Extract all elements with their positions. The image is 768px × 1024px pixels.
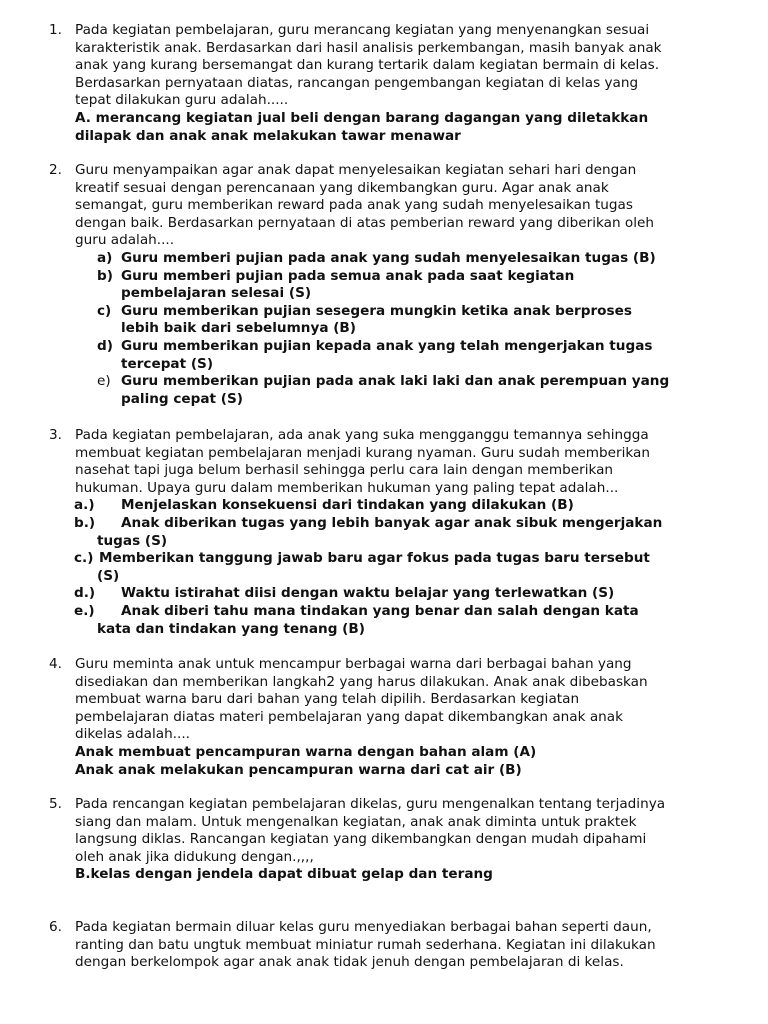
option-text-line: Anak diberikan tugas yang lebih banyak agar anak sibuk mengerjakan — [121, 514, 663, 531]
question-text-line: Pada kegiatan pembelajaran, guru merancang kegiatan yang menyenangkan sesuai — [75, 22, 650, 38]
question-text-line: oleh anak jika didukung dengan.,,,, — [75, 848, 314, 865]
question-text-line: Pada rencangan kegiatan pembelajaran dikelas, guru mengenalkan tentang terjadinya — [75, 796, 666, 812]
question-text-line: dikelas adalah.... — [75, 726, 190, 743]
answer-option — [97, 268, 741, 303]
option-label: a) — [97, 249, 113, 266]
question-text-line: anak yang kurang bersemangat dan kurang tertarik dalam kegiatan bermain di kelas. — [75, 57, 660, 74]
question-number: 1. — [49, 22, 62, 38]
option-text-line: Anak diberi tahu mana tindakan yang benar dan salah dengan kata — [121, 602, 639, 619]
question-text-line: tepat dilakukan guru adalah..... — [75, 92, 289, 109]
question-text-line: Pada kegiatan bermain diluar kelas guru menyediakan berbagai bahan seperti daun, — [75, 919, 652, 935]
answer-line: dilapak dan anak anak melakukan tawar menawar — [75, 127, 461, 144]
question-body — [75, 427, 755, 497]
option-text-line: paling cepat (S) — [121, 390, 243, 407]
option-text-line: Guru memberikan pujian pada anak laki laki dan anak perempuan yang — [121, 373, 670, 390]
option-text-line: kata dan tindakan yang tenang (B) — [97, 620, 365, 637]
question-text-line: Guru meminta anak untuk mencampur berbagai warna dari berbagai bahan yang — [75, 656, 632, 672]
question-3 — [0, 427, 768, 638]
question-text-line: nasehat tapi juga belum berhasil sehingga perlu cara lain dengan memberikan — [75, 462, 614, 479]
answer-option — [74, 515, 742, 550]
option-label: c) — [97, 302, 112, 319]
answer-option — [74, 585, 742, 603]
option-text-line: tugas (S) — [97, 532, 168, 549]
question-body — [75, 22, 755, 145]
question-text-line: dengan berkelompok agar anak anak tidak jenuh dengan pembelajaran di kelas. — [75, 954, 624, 971]
option-text-line: Guru memberikan pujian kepada anak yang telah mengerjakan tugas — [121, 337, 653, 354]
question-5 — [0, 796, 768, 884]
question-text-line: guru adalah.... — [75, 232, 175, 249]
answer-option — [97, 373, 741, 408]
option-label: d) — [97, 337, 113, 354]
answer-option — [74, 603, 742, 638]
question-text-line: langsung diklas. Rancangan kegiatan yang dikembangkan dengan mudah dipahami — [75, 831, 647, 848]
option-label: c.) — [74, 550, 94, 567]
question-text-line: kreatif sesuai dengan perencanaan yang dikembangkan guru. Agar anak anak — [75, 179, 609, 196]
answer-option — [97, 338, 741, 373]
question-2 — [0, 162, 768, 408]
question-body — [75, 919, 755, 972]
question-text-line: Berdasarkan pernyataan diatas, rancangan pengembangan kegiatan di kelas yang — [75, 74, 639, 91]
question-number: 3. — [49, 427, 62, 443]
question-text-line: membuat warna baru dari bahan yang telah dipilih. Berdasarkan kegiatan — [75, 691, 580, 708]
question-text-line: Guru menyampaikan agar anak dapat menyelesaikan kegiatan sehari hari dengan — [75, 162, 637, 178]
option-label: e.) — [74, 602, 95, 619]
option-label: b.) — [74, 514, 96, 531]
option-text-line: tercepat (S) — [121, 355, 214, 372]
question-text-line: Pada kegiatan pembelajaran, ada anak yang suka mengganggu temannya sehingga — [75, 427, 649, 443]
question-number: 2. — [49, 162, 62, 178]
question-number: 5. — [49, 796, 62, 812]
option-text-line: (S) — [97, 567, 120, 584]
answer-option — [97, 303, 741, 338]
option-text-line: pembelajaran selesai (S) — [121, 285, 312, 302]
question-body — [75, 162, 755, 250]
question-text-line: ranting dan batu ungtuk membuat miniatur rumah sederhana. Kegiatan ini dilakukan — [75, 936, 656, 953]
answer-line: A. merancang kegiatan jual beli dengan barang dagangan yang diletakkan — [75, 109, 649, 126]
option-text-line: Guru memberi pujian pada anak yang sudah menyelesaikan tugas (B) — [121, 249, 656, 266]
option-label: b) — [97, 267, 113, 284]
question-text-line: karakteristik anak. Berdasarkan dari hasil analisis perkembangan, masih banyak anak — [75, 39, 662, 56]
option-text-line: Guru memberikan pujian sesegera mungkin ketika anak berproses — [121, 302, 632, 319]
option-label: d.) — [74, 585, 96, 602]
option-label: e) — [97, 373, 111, 390]
question-text-line: siang dan malam. Untuk mengenalkan kegiatan, anak anak diminta untuk praktek — [75, 813, 637, 830]
answer-option — [97, 250, 741, 268]
question-text-line: membuat kegiatan pembelajaran menjadi kurang nyaman. Guru sudah memberikan — [75, 444, 650, 461]
question-text-line: semangat, guru memberikan reward pada anak yang sudah menyelesaikan tugas — [75, 197, 633, 214]
question-6 — [0, 919, 768, 972]
option-text-line: Menjelaskan konsekuensi dari tindakan yang dilakukan (B) — [121, 497, 574, 514]
question-text-line: dengan baik. Berdasarkan pernyataan di atas pemberian reward yang diberikan oleh — [75, 214, 654, 231]
question-text-line: disediakan dan memberikan langkah2 yang harus dilakukan. Anak anak dibebaskan — [75, 673, 648, 690]
option-text-line: Waktu istirahat diisi dengan waktu belajar yang terlewatkan (S) — [121, 585, 615, 602]
question-body — [75, 656, 755, 779]
option-text-line: Memberikan tanggung jawab baru agar fokus pada tugas baru tersebut — [99, 550, 650, 567]
question-4 — [0, 656, 768, 779]
option-label: a.) — [74, 497, 95, 514]
answer-line: Anak anak melakukan pencampuran warna dari cat air (B) — [75, 761, 522, 778]
question-body — [75, 796, 755, 884]
question-text-line: pembelajaran diatas materi pembelajaran yang dapat dikembangkan anak anak — [75, 708, 623, 725]
answer-option — [74, 550, 742, 585]
question-text-line: hukuman. Upaya guru dalam memberikan hukuman yang paling tepat adalah... — [75, 479, 619, 496]
option-text-line: lebih baik dari sebelumnya (B) — [121, 320, 357, 337]
question-number: 6. — [49, 919, 62, 935]
answer-line: B.kelas dengan jendela dapat dibuat gelap dan terang — [75, 866, 493, 883]
question-number: 4. — [49, 656, 62, 672]
answer-option — [74, 497, 742, 515]
option-text-line: Guru memberi pujian pada semua anak pada saat kegiatan — [121, 267, 575, 284]
answer-line: Anak membuat pencampuran warna dengan bahan alam (A) — [75, 743, 537, 760]
question-1 — [0, 22, 768, 145]
